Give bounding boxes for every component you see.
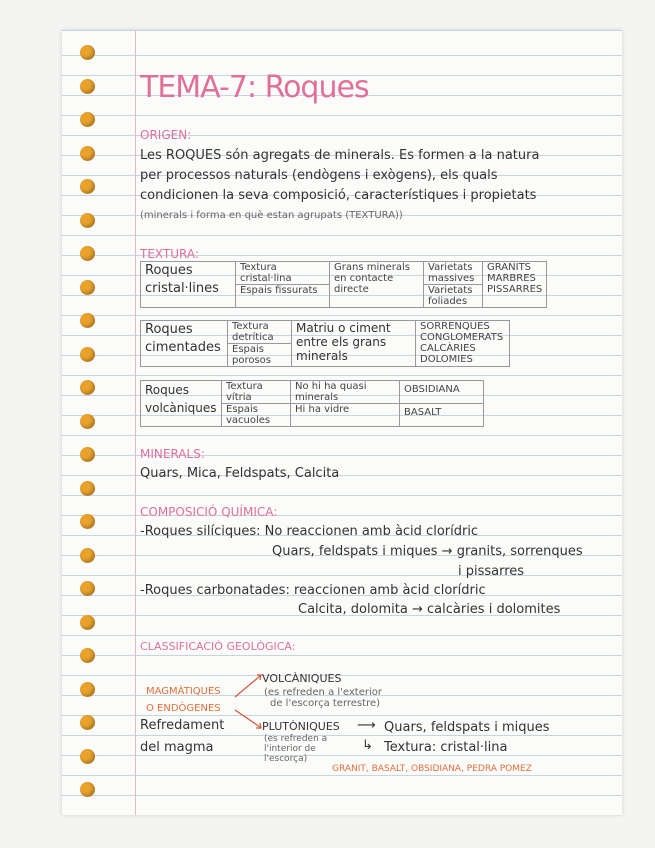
binder-hole [80,514,95,529]
texture-table-volcanic: Roques volcàniques Textura vítria No hi ha quasi minerals OBSIDIANA Espais vacuoles Hi ha vidre BASALT [140,380,484,427]
binder-hole [80,280,95,295]
origen-line: per processos naturals (endògens i exògens), els quals [140,168,498,183]
binder-hole [80,715,95,730]
volcaniques-label: VOLCÀNIQUES [262,672,342,685]
binder-hole [80,313,95,328]
plutoniques-label: PLUTÒNIQUES [262,720,340,733]
binder-hole [80,380,95,395]
composicio-line: Quars, feldspats i miques → granits, sorrenques [272,544,583,559]
volcaniques-note: de l'escorça terrestre) [270,698,381,709]
plutoniques-minerals: Quars, feldspats i miques [384,720,550,735]
refredament-label: del magma [140,740,214,755]
minerals-list: Quars, Mica, Feldspats, Calcita [140,466,340,481]
binder-hole [80,447,95,462]
volcaniques-note: (es refreden a l'exterior [264,687,382,698]
binder-hole [80,548,95,563]
binder-hole [80,581,95,596]
binder-hole [80,146,95,161]
binder-hole [80,782,95,797]
binder-hole [80,179,95,194]
page-title: TEMA-7: Roques [140,70,369,105]
rock-examples: GRANIT, BASALT, OBSIDIANA, PEDRA POMEZ [332,764,532,774]
classificacio-heading: CLASSIFICACIÓ GEOLÒGICA: [140,640,296,653]
composicio-line: i pissarres [458,564,525,579]
binder-hole [80,79,95,94]
arrow-icon: ⟶ [357,718,376,733]
binder-hole [80,682,95,697]
endogenes-label: O ENDÒGENES [146,703,221,714]
plutoniques-texture: Textura: cristal·lina [384,740,508,755]
origen-line: condicionen la seva composició, característiques i propietats [140,188,537,203]
origen-line: (minerals i forma en què estan agrupats (TEXTURA)) [140,210,403,221]
binder-hole [80,246,95,261]
binder-hole [80,347,95,362]
binder-hole [80,414,95,429]
plutoniques-note: (es refreden a l'interior de l'escorça) [264,734,328,764]
textura-heading: TEXTURA: [140,247,199,261]
origen-line: Les ROQUES són agregats de minerals. Es formen a la natura [140,148,540,163]
minerals-heading: MINERALS: [140,447,205,461]
turn-arrow-icon: ↳ [362,738,373,753]
composicio-line: -Roques carbonatades: reaccionen amb àcid clorídric [140,583,486,598]
magmatiques-label: MAGMÀTIQUES [146,686,221,697]
composicio-line: Calcita, dolomita → calcàries i dolomites [298,602,561,617]
binder-hole [80,648,95,663]
composicio-line: -Roques silíciques: No reaccionen amb àcid clorídric [140,524,479,539]
binder-hole [80,112,95,127]
origen-heading: ORIGEN: [140,128,192,142]
binder-hole [80,749,95,764]
texture-table-crystalline: Roques cristal·lines Textura cristal·lina Grans minerals en contacte directe Varietats massives GRANITS MARBRES PISSARRES Espais fissurats Varietats foliades [140,261,547,308]
composicio-heading: COMPOSICIÓ QUÍMICA: [140,505,278,519]
binder-hole [80,481,95,496]
refredament-label: Refredament [140,718,225,733]
texture-table-cemented: Roques cimentades Textura detrítica Matriu o ciment entre els grans minerals SORRENQUES CONGLOMERATS CALCÀRIES DOLOMIES Espais porosos [140,320,510,367]
binder-hole [80,45,95,60]
binder-hole [80,615,95,630]
margin-line [135,30,136,815]
binder-hole [80,213,95,228]
